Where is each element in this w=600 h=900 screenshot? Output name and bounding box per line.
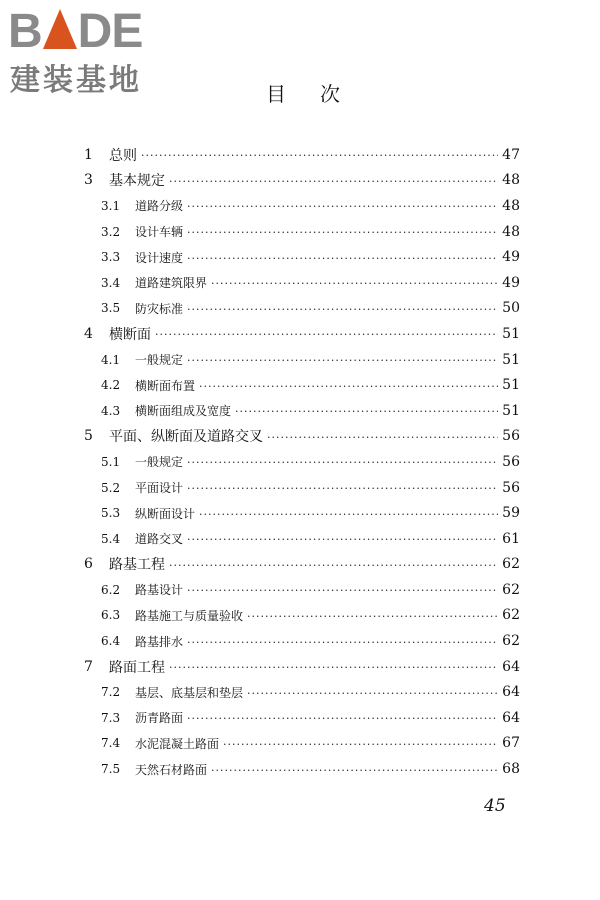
toc-entry-page: 51 [502, 351, 520, 368]
toc-entry-number: 7.2 [101, 685, 121, 700]
toc-entry-number: 3.5 [101, 301, 121, 316]
toc-entry-page: 59 [502, 505, 520, 522]
toc-entry-title: 沥青路面 [135, 711, 184, 726]
toc-entry-number: 7.5 [101, 762, 121, 777]
toc-entry [84, 449, 520, 475]
toc-entry-page: 68 [502, 761, 520, 778]
toc-leader-dots [211, 277, 498, 290]
toc-entry-title: 路基设计 [135, 583, 184, 598]
toc-entry-page: 64 [502, 658, 520, 675]
toc-entry [84, 270, 520, 296]
logo-wordmark [8, 4, 142, 60]
toc-entry-title: 横断面布置 [135, 378, 196, 393]
toc-entry-page: 64 [502, 709, 520, 726]
toc-entry-page: 67 [502, 735, 520, 752]
toc-entry-number: 3 [84, 172, 93, 189]
toc-leader-dots [169, 661, 498, 674]
toc-leader-dots [187, 456, 498, 469]
toc-leader-dots [187, 252, 498, 265]
toc-entry [84, 142, 520, 168]
toc-entry-number: 3.3 [101, 250, 121, 265]
table-of-contents [84, 142, 520, 782]
toc-entry [84, 552, 520, 578]
toc-entry [84, 168, 520, 194]
logo-letter-b: B [8, 5, 42, 58]
toc-entry-number: 7.3 [101, 710, 121, 725]
toc-entry-page: 48 [502, 172, 520, 189]
toc-leader-dots [211, 764, 498, 777]
toc-entry-title: 道路交叉 [135, 532, 184, 547]
toc-entry-title: 横断面组成及宽度 [135, 404, 232, 419]
toc-entry-number: 1 [84, 146, 93, 163]
toc-entry-title: 路基排水 [135, 634, 184, 649]
toc-entry-title: 设计车辆 [135, 225, 184, 240]
toc-entry-page: 62 [502, 581, 520, 598]
toc-entry [84, 475, 520, 501]
toc-entry-page: 56 [502, 428, 520, 445]
toc-entry-number: 4.1 [101, 352, 121, 367]
toc-leader-dots [187, 636, 498, 649]
toc-entry-title: 天然石材路面 [135, 762, 208, 777]
toc-entry-title: 一般规定 [135, 455, 184, 470]
toc-entry-number: 5.3 [101, 506, 121, 521]
toc-entry-page: 56 [502, 453, 520, 470]
toc-entry-title: 纵断面设计 [135, 506, 196, 521]
toc-entry-page: 50 [502, 300, 520, 317]
toc-entry-number: 6.3 [101, 608, 121, 623]
toc-entry-number: 4.2 [101, 378, 121, 393]
toc-entry [84, 577, 520, 603]
toc-entry [84, 347, 520, 373]
toc-entry-title: 路基施工与质量验收 [135, 608, 244, 623]
toc-leader-dots [187, 584, 498, 597]
toc-leader-dots [223, 738, 498, 751]
toc-entry-title: 一般规定 [135, 353, 184, 368]
logo-subtitle: 建装基地 [10, 63, 142, 98]
toc-entry-number: 4.3 [101, 403, 121, 418]
logo-letters-de: DE [77, 5, 143, 58]
toc-entry [84, 526, 520, 552]
toc-entry-number: 5 [84, 428, 93, 445]
toc-leader-dots [187, 354, 498, 367]
toc-entry-title: 基层、底基层和垫层 [135, 685, 244, 700]
toc-entry-page: 56 [502, 479, 520, 496]
toc-leader-dots [187, 226, 498, 239]
toc-entry-title: 道路分级 [135, 199, 184, 214]
toc-entry [84, 219, 520, 245]
toc-entry [84, 398, 520, 424]
toc-entry [84, 756, 520, 782]
toc-entry-title: 道路建筑限界 [135, 276, 208, 291]
toc-leader-dots [199, 508, 498, 521]
toc-entry [84, 654, 520, 680]
toc-entry-page: 51 [502, 325, 520, 342]
page-title: 目次 [266, 82, 374, 106]
toc-leader-dots [169, 175, 498, 188]
toc-entry-page: 62 [502, 556, 520, 573]
toc-entry-title: 基本规定 [109, 173, 165, 190]
toc-leader-dots [141, 149, 498, 162]
toc-entry [84, 603, 520, 629]
toc-entry [84, 372, 520, 398]
toc-entry-title: 平面、纵断面及道路交叉 [109, 429, 263, 446]
toc-leader-dots [187, 533, 498, 546]
toc-leader-dots [187, 482, 498, 495]
toc-entry-number: 5.2 [101, 480, 121, 495]
toc-leader-dots [235, 405, 498, 418]
toc-entry-title: 设计速度 [135, 250, 184, 265]
toc-leader-dots [187, 200, 498, 213]
toc-entry-number: 6.4 [101, 634, 121, 649]
toc-entry [84, 193, 520, 219]
toc-entry-number: 6.2 [101, 582, 121, 597]
toc-entry-number: 7.4 [101, 736, 121, 751]
toc-entry-page: 64 [502, 684, 520, 701]
toc-leader-dots [199, 380, 498, 393]
toc-entry-number: 5.4 [101, 531, 121, 546]
toc-entry-page: 49 [502, 274, 520, 291]
toc-entry [84, 705, 520, 731]
toc-leader-dots [169, 559, 498, 572]
toc-entry-page: 51 [502, 377, 520, 394]
toc-entry-page: 48 [502, 223, 520, 240]
toc-leader-dots [247, 610, 498, 623]
toc-entry-number: 7 [84, 658, 93, 675]
toc-entry-page: 62 [502, 633, 520, 650]
toc-entry-number: 3.4 [101, 275, 121, 290]
toc-entry-title: 防灾标准 [135, 301, 184, 316]
logo-triangle-a [43, 9, 77, 49]
toc-entry [84, 731, 520, 757]
toc-entry-number: 3.1 [101, 198, 121, 213]
toc-entry-title: 路面工程 [109, 659, 165, 676]
toc-entry-number: 5.1 [101, 454, 121, 469]
toc-entry [84, 296, 520, 322]
toc-entry [84, 424, 520, 450]
toc-entry-number: 4 [84, 325, 93, 342]
page-number: 45 [484, 796, 506, 816]
toc-entry-page: 61 [502, 530, 520, 547]
toc-leader-dots [155, 328, 498, 341]
toc-entry-title: 平面设计 [135, 481, 184, 496]
toc-leader-dots [187, 712, 498, 725]
toc-entry-page: 51 [502, 402, 520, 419]
toc-entry-title: 总则 [109, 147, 137, 164]
toc-entry-page: 49 [502, 249, 520, 266]
toc-entry [84, 500, 520, 526]
toc-entry-title: 横断面 [109, 326, 151, 343]
toc-entry-page: 62 [502, 607, 520, 624]
toc-entry [84, 679, 520, 705]
toc-entry-number: 6 [84, 556, 93, 573]
toc-entry-title: 路基工程 [109, 557, 165, 574]
toc-entry-page: 48 [502, 197, 520, 214]
toc-leader-dots [247, 687, 498, 700]
toc-leader-dots [267, 431, 498, 444]
toc-entry [84, 628, 520, 654]
toc-entry-page: 47 [502, 146, 520, 163]
toc-leader-dots [187, 303, 498, 316]
toc-entry [84, 244, 520, 270]
toc-entry-title: 水泥混凝土路面 [135, 736, 220, 751]
toc-entry [84, 321, 520, 347]
toc-entry-number: 3.2 [101, 224, 121, 239]
